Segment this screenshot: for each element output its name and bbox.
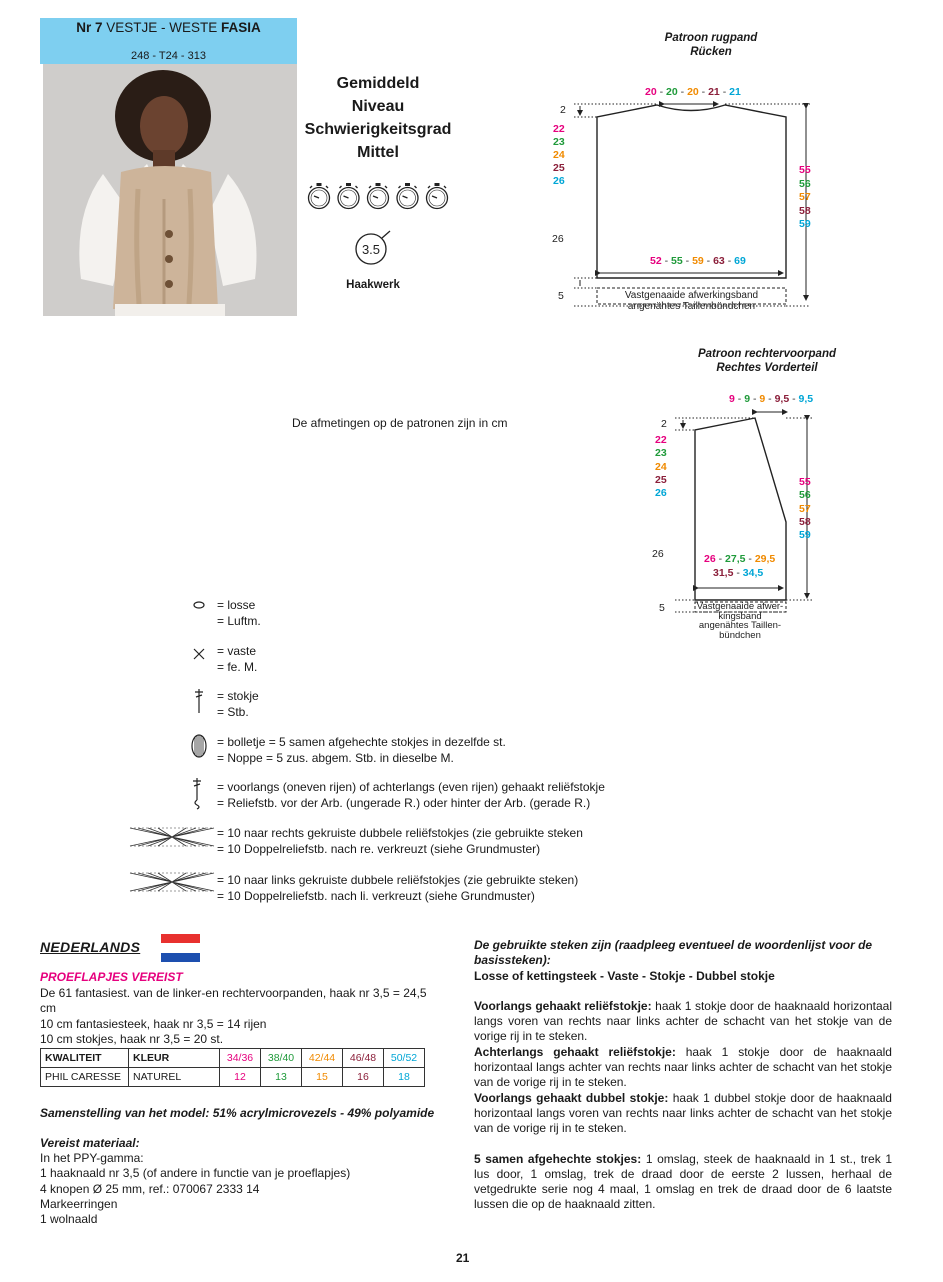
legend-relief-de: = Reliefstb. vor der Arb. (ungerade R.) oder hinter der Arb. (gerade R.): [217, 795, 591, 810]
yarn-table: [40, 1048, 425, 1087]
stitch-p3-label: Voorlangs gehaakt dubbel stokje:: [474, 1090, 669, 1105]
stitch-p4-label: 5 samen afgehechte stokjes:: [474, 1151, 642, 1166]
back-band-nl: Vastgenaaide afwerkingsband: [624, 290, 759, 301]
front-title-nl: Patroon rechtervoorpand: [697, 348, 837, 360]
stitch-p1-label: Voorlangs gehaakt reliëfstokje:: [474, 998, 652, 1013]
front-right-v2: 56: [799, 489, 811, 502]
back-top-v2: 20: [666, 86, 678, 98]
language-heading: NEDERLANDS: [40, 939, 141, 955]
back-left-bottom: 5: [558, 290, 564, 302]
front-left-top: 2: [661, 418, 667, 430]
front-right-v1: 55: [799, 476, 811, 488]
table-header-cell: KWALITEIT: [41, 1049, 129, 1068]
front-width-v1: 26: [704, 553, 716, 565]
difficulty-timers: [306, 180, 451, 212]
front-left-v5: 26: [655, 487, 667, 500]
stitches-heading: De gebruikte steken zijn (raadpleeg eventueel de woordenlijst voor de basissteken):: [474, 938, 873, 968]
legend-single-de: = fe. M.: [217, 659, 258, 674]
front-band-de-2: bündchen: [719, 629, 761, 641]
gauge-line-1b: cm: [40, 1001, 56, 1016]
stitch-paragraph-3: [474, 1091, 892, 1137]
front-width-v2: 27,5: [725, 553, 746, 565]
front-band-de-1: angenähtes Taillen-: [698, 620, 782, 631]
legend-bobble-de: = Noppe = 5 zus. abgem. Stb. in dieselbe M.: [217, 750, 454, 765]
back-top-v3: 20: [687, 86, 699, 98]
legend-relief-nl: = voorlangs (oneven rijen) of achterlangs (even rijen) gehaakt reliëfstokje: [217, 780, 605, 794]
back-top-v4: 21: [708, 86, 720, 98]
back-right-v5: 59: [799, 218, 811, 230]
materials-item: Markeerringen: [40, 1196, 118, 1211]
stopwatch-icon: [397, 183, 418, 209]
composition: Samenstelling van het model: 51% acrylmicrovezels - 49% polyamide: [40, 1106, 435, 1120]
title-banner: [40, 18, 297, 64]
front-top-v2: 9: [744, 393, 751, 405]
pattern-name: VESTJE - WESTE: [106, 20, 218, 35]
stitch-legend: [120, 598, 660, 908]
stitch-p4-text: 1 omslag, steek de haaknaald in 1 st., trek 1 lus door, 1 omslag, trek de draad door de eerste 2 lussen, herhaal de vetgedrukte serie nog 4 maal, 1 omslag en trek de draad door de 6 laatste lussen die op de haaknaald zitten.: [474, 1151, 892, 1212]
back-band-de: angenähtes Taillenbündchen: [627, 301, 756, 312]
back-left-v4: 25: [553, 162, 565, 174]
materials-item: 1 wolnaald: [40, 1212, 98, 1227]
front-band-label: [694, 602, 786, 640]
back-right-v2: 56: [799, 177, 811, 190]
table-header-cell: 34/36: [220, 1049, 261, 1068]
level-de-2: Mittel: [357, 144, 399, 161]
pattern-number: Nr 7: [76, 20, 103, 35]
front-left-bottom: 5: [659, 602, 665, 614]
back-left-v2: 23: [553, 136, 565, 148]
bobble-icon: [190, 733, 208, 759]
stitch-paragraph-2: [474, 1045, 892, 1091]
front-top-v5: 9,5: [798, 393, 814, 405]
front-width-v4: 31,5: [713, 567, 734, 579]
hook-size-value: 3.5: [361, 242, 381, 257]
level-de-1: Schwierigkeitsgrad: [304, 121, 452, 138]
legend-chain-nl: = losse: [217, 598, 256, 612]
stitch-p3-text: haak 1 dubbel stokje door de haaknaald horizontaal langs voren van rechts naar links achter de schacht van het stokje van de vorige rij in te steken.: [474, 1090, 892, 1136]
cross-left-icon: [128, 869, 216, 895]
table-cell: 12: [220, 1068, 261, 1087]
table-cell: PHIL CARESSE: [41, 1068, 129, 1087]
legend-chain-de: = Luftm.: [217, 613, 261, 628]
chain-stitch-icon: [192, 600, 206, 610]
front-width-v5: 34,5: [742, 567, 764, 579]
back-width-v5: 69: [734, 255, 746, 267]
back-band-label: [597, 290, 786, 312]
stopwatch-icon: [338, 183, 359, 209]
stitch-paragraph-1: [474, 999, 892, 1045]
stopwatch-icon: [309, 183, 330, 209]
relief-stitch-icon: [190, 776, 204, 810]
back-pattern-title: [596, 31, 826, 59]
gauge-line-2: 10 cm fantasiesteek, haak nr 3,5 = 14 rijen: [40, 1016, 267, 1031]
materials-list: [40, 1151, 460, 1227]
legend-cross-right-de: = 10 Doppelreliefstb. nach re. verkreuzt (siehe Grundmuster): [217, 841, 541, 856]
hook-size-icon: [352, 229, 394, 267]
model-photo: [43, 64, 297, 316]
front-width-v3: 29,5: [754, 553, 776, 565]
legend-single-nl: = vaste: [217, 644, 257, 658]
back-width-v1: 52: [650, 255, 662, 267]
table-header-cell: 50/52: [384, 1049, 425, 1068]
table-row: [41, 1068, 425, 1087]
back-width-v3: 59: [692, 255, 704, 267]
front-left-v3: 24: [655, 460, 667, 473]
back-left-v3: 24: [553, 149, 565, 161]
table-header-cell: 38/40: [261, 1049, 302, 1068]
table-header-cell: 42/44: [302, 1049, 343, 1068]
pattern-name-bold: FASIA: [221, 20, 261, 35]
stitch-p2-label: Achterlangs gehaakt reliëfstokje:: [474, 1044, 676, 1059]
stitch-p2-text: haak 1 stokje door de haaknaald horizontaal langs achter van rechts naar links achter de schacht van het stokje van de vorige rij in te steken.: [474, 1044, 892, 1090]
materials-heading: Vereist materiaal:: [40, 1136, 140, 1150]
back-title-nl: Patroon rugpand: [664, 32, 758, 44]
pattern-reference: 248 - T24 - 313: [130, 50, 206, 62]
back-right-v3: 57: [799, 191, 811, 203]
front-neck-width: 9 - 9 - 9 - 9,5 - 9,5: [729, 393, 814, 405]
back-right-v4: 58: [799, 204, 811, 217]
level-nl-2: Niveau: [351, 98, 405, 115]
back-width: 52 - 55 - 59 - 63 - 69: [650, 255, 746, 267]
front-right-v4: 58: [799, 515, 811, 528]
front-top-v4: 9,5: [774, 393, 790, 405]
front-top-v3: 9: [759, 393, 766, 405]
stitches-section: [474, 938, 892, 1213]
gauge-line-3: 10 cm stokjes, haak nr 3,5 = 20 st.: [40, 1031, 224, 1046]
back-right-sizes: [799, 164, 811, 232]
back-top-v5: 21: [729, 86, 741, 98]
table-cell: 15: [302, 1068, 343, 1087]
front-left-v4: 25: [655, 473, 667, 486]
legend-bobble-nl: = bolletje = 5 samen afgehechte stokjes in dezelfde st.: [217, 735, 506, 749]
measurement-note: De afmetingen op de patronen zijn in cm: [292, 416, 508, 430]
back-neck-width: 20 - 20 - 20 - 21 - 21: [645, 86, 741, 98]
front-width-row1: 26 - 27,5 - 29,5: [704, 553, 776, 565]
dutch-flag-icon: [161, 934, 200, 962]
legend-cross-left-nl: = 10 naar links gekruiste dubbele reliëfstokjes (zie gebruikte steken): [217, 873, 579, 887]
back-left-top: 2: [560, 104, 566, 116]
table-cell: 16: [343, 1068, 384, 1087]
double-crochet-icon: [192, 687, 206, 715]
front-band-nl-2: kingsband: [718, 610, 762, 622]
back-left-v5: 26: [553, 175, 565, 187]
front-pattern-title: [662, 347, 872, 375]
stopwatch-icon: [368, 183, 389, 209]
stopwatch-icon: [427, 183, 448, 209]
table-header-cell: KLEUR: [129, 1049, 220, 1068]
difficulty-level: [296, 72, 460, 164]
back-left-sizes: [553, 123, 565, 188]
stitch-paragraph-4: [474, 1152, 892, 1213]
table-cell: 13: [261, 1068, 302, 1087]
technique-label: Haakwerk: [346, 279, 400, 291]
front-band-nl-1: Vastgenaaide afwer-: [696, 601, 784, 612]
table-header-row: [41, 1049, 425, 1068]
front-left-v2: 23: [655, 447, 667, 460]
legend-double-nl: = stokje: [217, 689, 259, 703]
stitch-p1-text: haak 1 stokje door de haaknaald horizontaal langs voren van rechts naar links achter de schacht van het stokje van de vorige rij in te steken.: [474, 998, 892, 1044]
back-width-v4: 63: [713, 255, 725, 267]
front-right-v3: 57: [799, 502, 811, 515]
back-left-v1: 22: [553, 123, 565, 135]
gauge-required-heading: PROEFLAPJES VEREIST: [40, 970, 183, 984]
front-width-row2: 31,5 - 34,5: [713, 567, 764, 579]
back-pattern-diagram: [560, 80, 840, 320]
materials-item: In het PPY-gamma:: [40, 1151, 144, 1165]
front-left-v1: 22: [655, 434, 667, 446]
front-left-sizes: [655, 434, 667, 500]
stitches-list: Losse of kettingsteek - Vaste - Stokje - Dubbel stokje: [474, 968, 775, 983]
front-top-v1: 9: [729, 393, 735, 405]
table-header-cell: 46/48: [343, 1049, 384, 1068]
single-crochet-icon: [192, 647, 206, 661]
back-left-mid: 26: [552, 233, 564, 245]
table-cell: NATUREL: [129, 1068, 220, 1087]
front-title-de: Rechtes Vorderteil: [716, 362, 818, 374]
gauge-line-1: De 61 fantasiest. van de linker-en rechtervoorpanden, haak nr 3,5 = 24,5: [40, 986, 427, 1000]
page-number: 21: [456, 1251, 470, 1265]
legend-cross-left-de: = 10 Doppelreliefstb. nach li. verkreuzt (siehe Grundmuster): [217, 888, 535, 903]
back-top-v1: 20: [645, 86, 657, 98]
level-nl-1: Gemiddeld: [336, 75, 420, 92]
back-title-de: Rücken: [690, 46, 732, 58]
front-left-mid: 26: [652, 548, 664, 560]
pattern-title: [40, 20, 297, 35]
cross-right-icon: [128, 824, 216, 850]
back-width-v2: 55: [671, 255, 683, 267]
front-right-sizes: [799, 476, 811, 542]
legend-double-de: = Stb.: [217, 704, 249, 719]
materials-item: 4 knopen Ø 25 mm, ref.: 070067 2333 14: [40, 1181, 260, 1196]
materials-item: 1 haaknaald nr 3,5 (of andere in functie van je proeflapjes): [40, 1166, 351, 1181]
back-right-v1: 55: [799, 164, 811, 176]
front-right-v5: 59: [799, 529, 811, 542]
gauge-info: [40, 986, 460, 1047]
legend-cross-right-nl: = 10 naar rechts gekruiste dubbele reliëfstokjes (zie gebruikte steken: [217, 826, 583, 840]
table-cell: 18: [384, 1068, 425, 1087]
